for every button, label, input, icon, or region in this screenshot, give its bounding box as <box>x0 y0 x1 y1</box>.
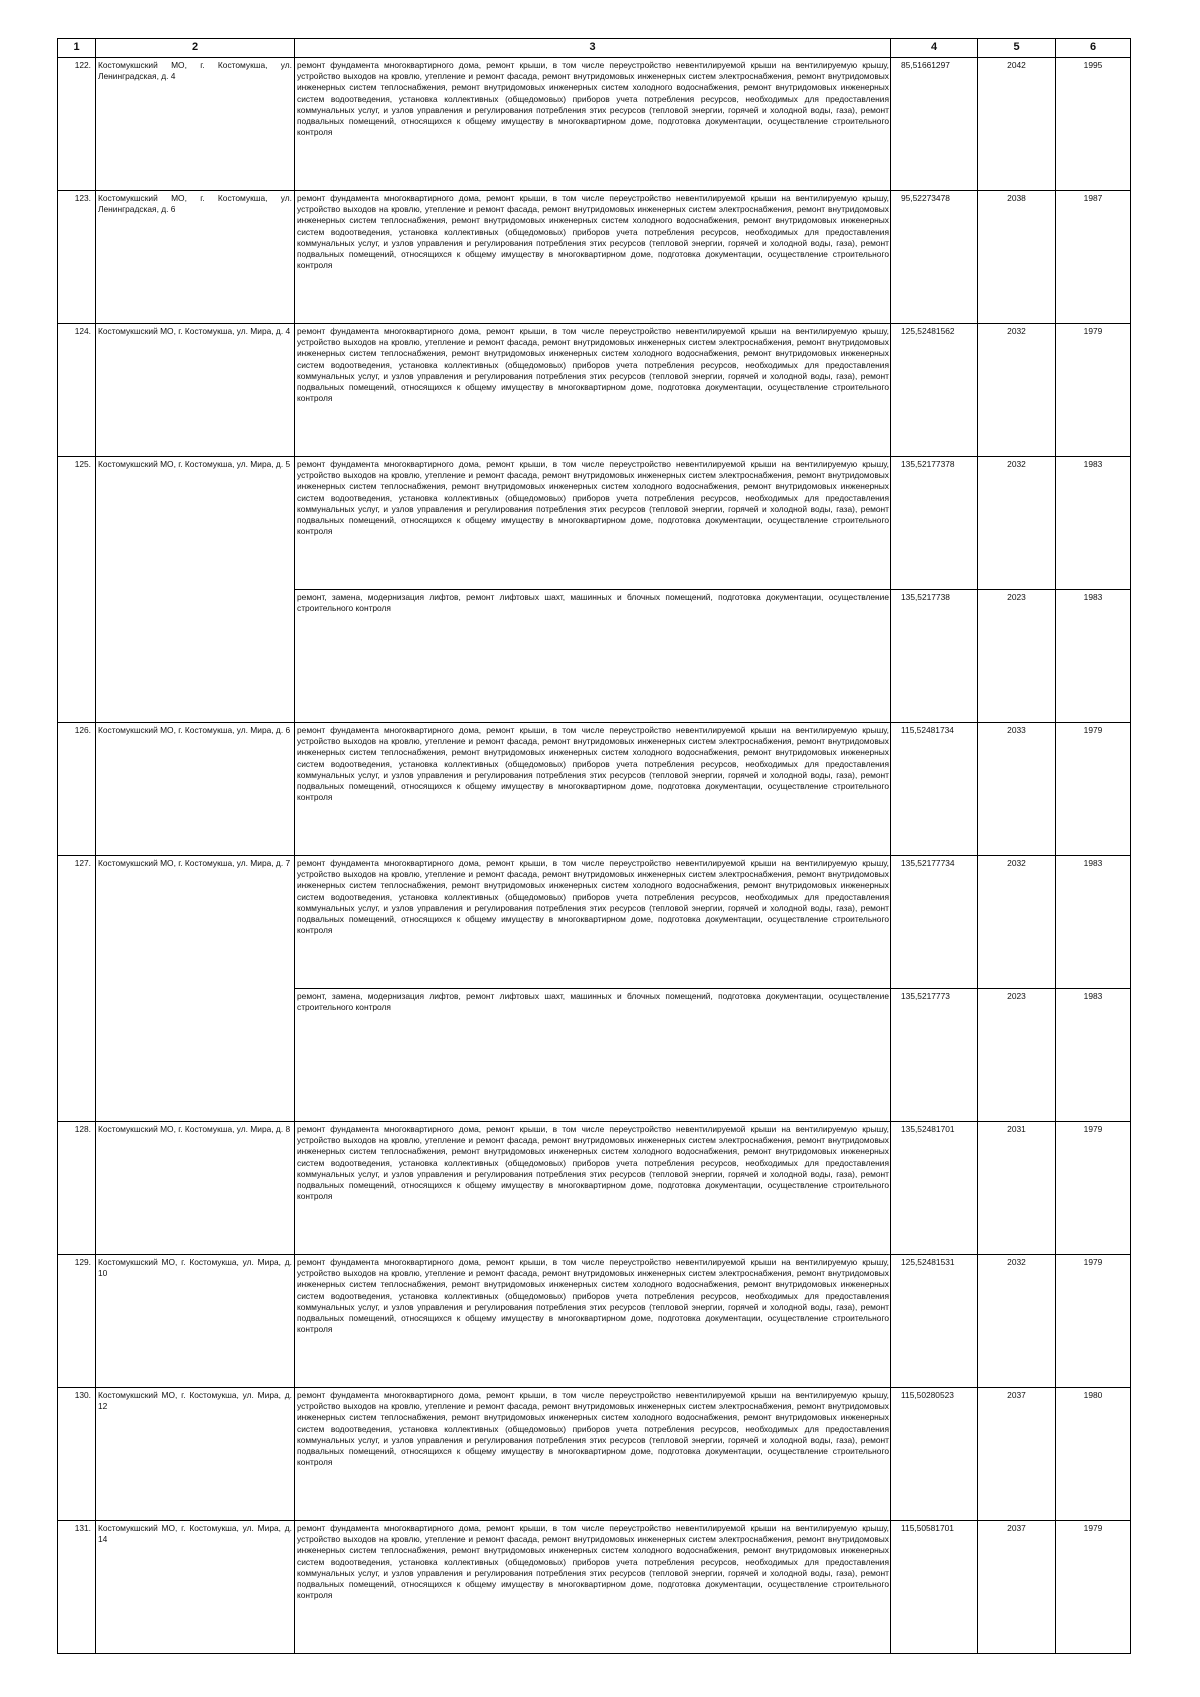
build-year: 1979 <box>1056 1521 1131 1654</box>
table-row <box>58 1388 1131 1521</box>
row-number: 122. <box>58 58 96 191</box>
build-year: 1995 <box>1056 58 1131 191</box>
header-row <box>58 39 1131 58</box>
row-number: 124. <box>58 324 96 457</box>
row-number: 123. <box>58 191 96 324</box>
planned-year: 2023 <box>978 590 1056 723</box>
house-address: Костомукшский МО, г. Костомукша, ул. Мира, д. 7 <box>96 856 295 1122</box>
planned-year: 2037 <box>978 1388 1056 1521</box>
table-row <box>58 723 1131 856</box>
work-description: ремонт фундамента многоквартирного дома, ремонт крыши, в том числе переустройство невентилируемой крыши на вентилируемую крышу, устройство выходов на кровлю, утепление и ремонт фасада, ремонт внутридомовых инженерных систем электроснабжения, ремонт внутридомовых инженерных систем теплоснабжения, ремонт внутридомовых инженерных систем холодного водоснабжения, ремонт внутридомовых инженерных систем водоотведения, установка коллективных (общедомовых) приборов учета потребления ресурсов, необходимых для предоставления коммунальных услуг, и узлов управления и регулирования потребления этих ресурсов (тепловой энергии, горячей и холодной воды, газа), ремонт подвальных помещений, относящихся к общему имуществу в многоквартирном доме, подготовка документации, осуществление строительного контроля <box>295 723 891 856</box>
build-year: 1983 <box>1056 590 1131 723</box>
planned-year: 2033 <box>978 723 1056 856</box>
planned-year: 2023 <box>978 989 1056 1122</box>
repair-program-table <box>57 38 1131 1654</box>
work-cost: 115,52481734 <box>891 723 978 856</box>
table-row <box>58 457 1131 590</box>
planned-year: 2031 <box>978 1122 1056 1255</box>
work-description: ремонт фундамента многоквартирного дома, ремонт крыши, в том числе переустройство невентилируемой крыши на вентилируемую крышу, устройство выходов на кровлю, утепление и ремонт фасада, ремонт внутридомовых инженерных систем электроснабжения, ремонт внутридомовых инженерных систем теплоснабжения, ремонт внутридомовых инженерных систем холодного водоснабжения, ремонт внутридомовых инженерных систем водоотведения, установка коллективных (общедомовых) приборов учета потребления ресурсов, необходимых для предоставления коммунальных услуг, и узлов управления и регулирования потребления этих ресурсов (тепловой энергии, горячей и холодной воды, газа), ремонт подвальных помещений, относящихся к общему имуществу в многоквартирном доме, подготовка документации, осуществление строительного контроля <box>295 856 891 989</box>
house-address: Костомукшский МО, г. Костомукша, ул. Мира, д. 5 <box>96 457 295 723</box>
work-description: ремонт фундамента многоквартирного дома, ремонт крыши, в том числе переустройство невентилируемой крыши на вентилируемую крышу, устройство выходов на кровлю, утепление и ремонт фасада, ремонт внутридомовых инженерных систем электроснабжения, ремонт внутридомовых инженерных систем теплоснабжения, ремонт внутридомовых инженерных систем холодного водоснабжения, ремонт внутридомовых инженерных систем водоотведения, установка коллективных (общедомовых) приборов учета потребления ресурсов, необходимых для предоставления коммунальных услуг, и узлов управления и регулирования потребления этих ресурсов (тепловой энергии, горячей и холодной воды, газа), ремонт подвальных помещений, относящихся к общему имуществу в многоквартирном доме, подготовка документации, осуществление строительного контроля <box>295 58 891 191</box>
work-cost: 135,5217738 <box>891 590 978 723</box>
work-description: ремонт фундамента многоквартирного дома, ремонт крыши, в том числе переустройство невентилируемой крыши на вентилируемую крышу, устройство выходов на кровлю, утепление и ремонт фасада, ремонт внутридомовых инженерных систем электроснабжения, ремонт внутридомовых инженерных систем теплоснабжения, ремонт внутридомовых инженерных систем холодного водоснабжения, ремонт внутридомовых инженерных систем водоотведения, установка коллективных (общедомовых) приборов учета потребления ресурсов, необходимых для предоставления коммунальных услуг, и узлов управления и регулирования потребления этих ресурсов (тепловой энергии, горячей и холодной воды, газа), ремонт подвальных помещений, относящихся к общему имуществу в многоквартирном доме, подготовка документации, осуществление строительного контроля <box>295 1122 891 1255</box>
column-header-1: 1 <box>58 39 96 58</box>
planned-year: 2032 <box>978 1255 1056 1388</box>
build-year: 1987 <box>1056 191 1131 324</box>
work-description: ремонт фундамента многоквартирного дома, ремонт крыши, в том числе переустройство невентилируемой крыши на вентилируемую крышу, устройство выходов на кровлю, утепление и ремонт фасада, ремонт внутридомовых инженерных систем электроснабжения, ремонт внутридомовых инженерных систем теплоснабжения, ремонт внутридомовых инженерных систем холодного водоснабжения, ремонт внутридомовых инженерных систем водоотведения, установка коллективных (общедомовых) приборов учета потребления ресурсов, необходимых для предоставления коммунальных услуг, и узлов управления и регулирования потребления этих ресурсов (тепловой энергии, горячей и холодной воды, газа), ремонт подвальных помещений, относящихся к общему имуществу в многоквартирном доме, подготовка документации, осуществление строительного контроля <box>295 1388 891 1521</box>
house-address: Костомукшский МО, г. Костомукша, ул. Мира, д. 4 <box>96 324 295 457</box>
planned-year: 2032 <box>978 324 1056 457</box>
build-year: 1979 <box>1056 1122 1131 1255</box>
work-description: ремонт, замена, модернизация лифтов, ремонт лифтовых шахт, машинных и блочных помещений, подготовка документации, осуществление строительного контроля <box>295 590 891 723</box>
table-row <box>58 324 1131 457</box>
house-address: Костомукшский МО, г. Костомукша, ул. Мира, д. 10 <box>96 1255 295 1388</box>
table-row <box>58 58 1131 191</box>
work-description: ремонт фундамента многоквартирного дома, ремонт крыши, в том числе переустройство невентилируемой крыши на вентилируемую крышу, устройство выходов на кровлю, утепление и ремонт фасада, ремонт внутридомовых инженерных систем электроснабжения, ремонт внутридомовых инженерных систем теплоснабжения, ремонт внутридомовых инженерных систем холодного водоснабжения, ремонт внутридомовых инженерных систем водоотведения, установка коллективных (общедомовых) приборов учета потребления ресурсов, необходимых для предоставления коммунальных услуг, и узлов управления и регулирования потребления этих ресурсов (тепловой энергии, горячей и холодной воды, газа), ремонт подвальных помещений, относящихся к общему имуществу в многоквартирном доме, подготовка документации, осуществление строительного контроля <box>295 1521 891 1654</box>
planned-year: 2032 <box>978 856 1056 989</box>
work-cost: 125,52481562 <box>891 324 978 457</box>
row-number: 127. <box>58 856 96 1122</box>
build-year: 1979 <box>1056 324 1131 457</box>
row-number: 130. <box>58 1388 96 1521</box>
work-cost: 85,51661297 <box>891 58 978 191</box>
row-number: 128. <box>58 1122 96 1255</box>
work-cost: 135,5217773 <box>891 989 978 1122</box>
table-row <box>58 1521 1131 1654</box>
table-row <box>58 856 1131 989</box>
house-address: Костомукшский МО, г. Костомукша, ул. Ленинградская, д. 4 <box>96 58 295 191</box>
work-cost: 95,52273478 <box>891 191 978 324</box>
planned-year: 2037 <box>978 1521 1056 1654</box>
row-number: 126. <box>58 723 96 856</box>
work-cost: 135,52481701 <box>891 1122 978 1255</box>
planned-year: 2042 <box>978 58 1056 191</box>
work-cost: 135,52177734 <box>891 856 978 989</box>
work-cost: 115,50581701 <box>891 1521 978 1654</box>
house-address: Костомукшский МО, г. Костомукша, ул. Мира, д. 6 <box>96 723 295 856</box>
table-row <box>58 1255 1131 1388</box>
column-header-3: 3 <box>295 39 891 58</box>
work-cost: 135,52177378 <box>891 457 978 590</box>
work-description: ремонт фундамента многоквартирного дома, ремонт крыши, в том числе переустройство невентилируемой крыши на вентилируемую крышу, устройство выходов на кровлю, утепление и ремонт фасада, ремонт внутридомовых инженерных систем электроснабжения, ремонт внутридомовых инженерных систем теплоснабжения, ремонт внутридомовых инженерных систем холодного водоснабжения, ремонт внутридомовых инженерных систем водоотведения, установка коллективных (общедомовых) приборов учета потребления ресурсов, необходимых для предоставления коммунальных услуг, и узлов управления и регулирования потребления этих ресурсов (тепловой энергии, горячей и холодной воды, газа), ремонт подвальных помещений, относящихся к общему имуществу в многоквартирном доме, подготовка документации, осуществление строительного контроля <box>295 191 891 324</box>
document-page <box>57 38 1130 1654</box>
build-year: 1983 <box>1056 457 1131 590</box>
work-cost: 115,50280523 <box>891 1388 978 1521</box>
build-year: 1983 <box>1056 989 1131 1122</box>
table-row <box>58 191 1131 324</box>
build-year: 1979 <box>1056 723 1131 856</box>
work-cost: 125,52481531 <box>891 1255 978 1388</box>
house-address: Костомукшский МО, г. Костомукша, ул. Мира, д. 12 <box>96 1388 295 1521</box>
work-description: ремонт, замена, модернизация лифтов, ремонт лифтовых шахт, машинных и блочных помещений, подготовка документации, осуществление строительного контроля <box>295 989 891 1122</box>
column-header-4: 4 <box>891 39 978 58</box>
planned-year: 2038 <box>978 191 1056 324</box>
work-description: ремонт фундамента многоквартирного дома, ремонт крыши, в том числе переустройство невентилируемой крыши на вентилируемую крышу, устройство выходов на кровлю, утепление и ремонт фасада, ремонт внутридомовых инженерных систем электроснабжения, ремонт внутридомовых инженерных систем теплоснабжения, ремонт внутридомовых инженерных систем холодного водоснабжения, ремонт внутридомовых инженерных систем водоотведения, установка коллективных (общедомовых) приборов учета потребления ресурсов, необходимых для предоставления коммунальных услуг, и узлов управления и регулирования потребления этих ресурсов (тепловой энергии, горячей и холодной воды, газа), ремонт подвальных помещений, относящихся к общему имуществу в многоквартирном доме, подготовка документации, осуществление строительного контроля <box>295 324 891 457</box>
planned-year: 2032 <box>978 457 1056 590</box>
build-year: 1983 <box>1056 856 1131 989</box>
row-number: 125. <box>58 457 96 723</box>
build-year: 1979 <box>1056 1255 1131 1388</box>
work-description: ремонт фундамента многоквартирного дома, ремонт крыши, в том числе переустройство невентилируемой крыши на вентилируемую крышу, устройство выходов на кровлю, утепление и ремонт фасада, ремонт внутридомовых инженерных систем электроснабжения, ремонт внутридомовых инженерных систем теплоснабжения, ремонт внутридомовых инженерных систем холодного водоснабжения, ремонт внутридомовых инженерных систем водоотведения, установка коллективных (общедомовых) приборов учета потребления ресурсов, необходимых для предоставления коммунальных услуг, и узлов управления и регулирования потребления этих ресурсов (тепловой энергии, горячей и холодной воды, газа), ремонт подвальных помещений, относящихся к общему имуществу в многоквартирном доме, подготовка документации, осуществление строительного контроля <box>295 457 891 590</box>
column-header-6: 6 <box>1056 39 1131 58</box>
work-description: ремонт фундамента многоквартирного дома, ремонт крыши, в том числе переустройство невентилируемой крыши на вентилируемую крышу, устройство выходов на кровлю, утепление и ремонт фасада, ремонт внутридомовых инженерных систем электроснабжения, ремонт внутридомовых инженерных систем теплоснабжения, ремонт внутридомовых инженерных систем холодного водоснабжения, ремонт внутридомовых инженерных систем водоотведения, установка коллективных (общедомовых) приборов учета потребления ресурсов, необходимых для предоставления коммунальных услуг, и узлов управления и регулирования потребления этих ресурсов (тепловой энергии, горячей и холодной воды, газа), ремонт подвальных помещений, относящихся к общему имуществу в многоквартирном доме, подготовка документации, осуществление строительного контроля <box>295 1255 891 1388</box>
table-row <box>58 1122 1131 1255</box>
build-year: 1980 <box>1056 1388 1131 1521</box>
house-address: Костомукшский МО, г. Костомукша, ул. Ленинградская, д. 6 <box>96 191 295 324</box>
house-address: Костомукшский МО, г. Костомукша, ул. Мира, д. 8 <box>96 1122 295 1255</box>
column-header-2: 2 <box>96 39 295 58</box>
row-number: 131. <box>58 1521 96 1654</box>
house-address: Костомукшский МО, г. Костомукша, ул. Мира, д. 14 <box>96 1521 295 1654</box>
table-body <box>58 58 1131 1654</box>
row-number: 129. <box>58 1255 96 1388</box>
column-header-5: 5 <box>978 39 1056 58</box>
